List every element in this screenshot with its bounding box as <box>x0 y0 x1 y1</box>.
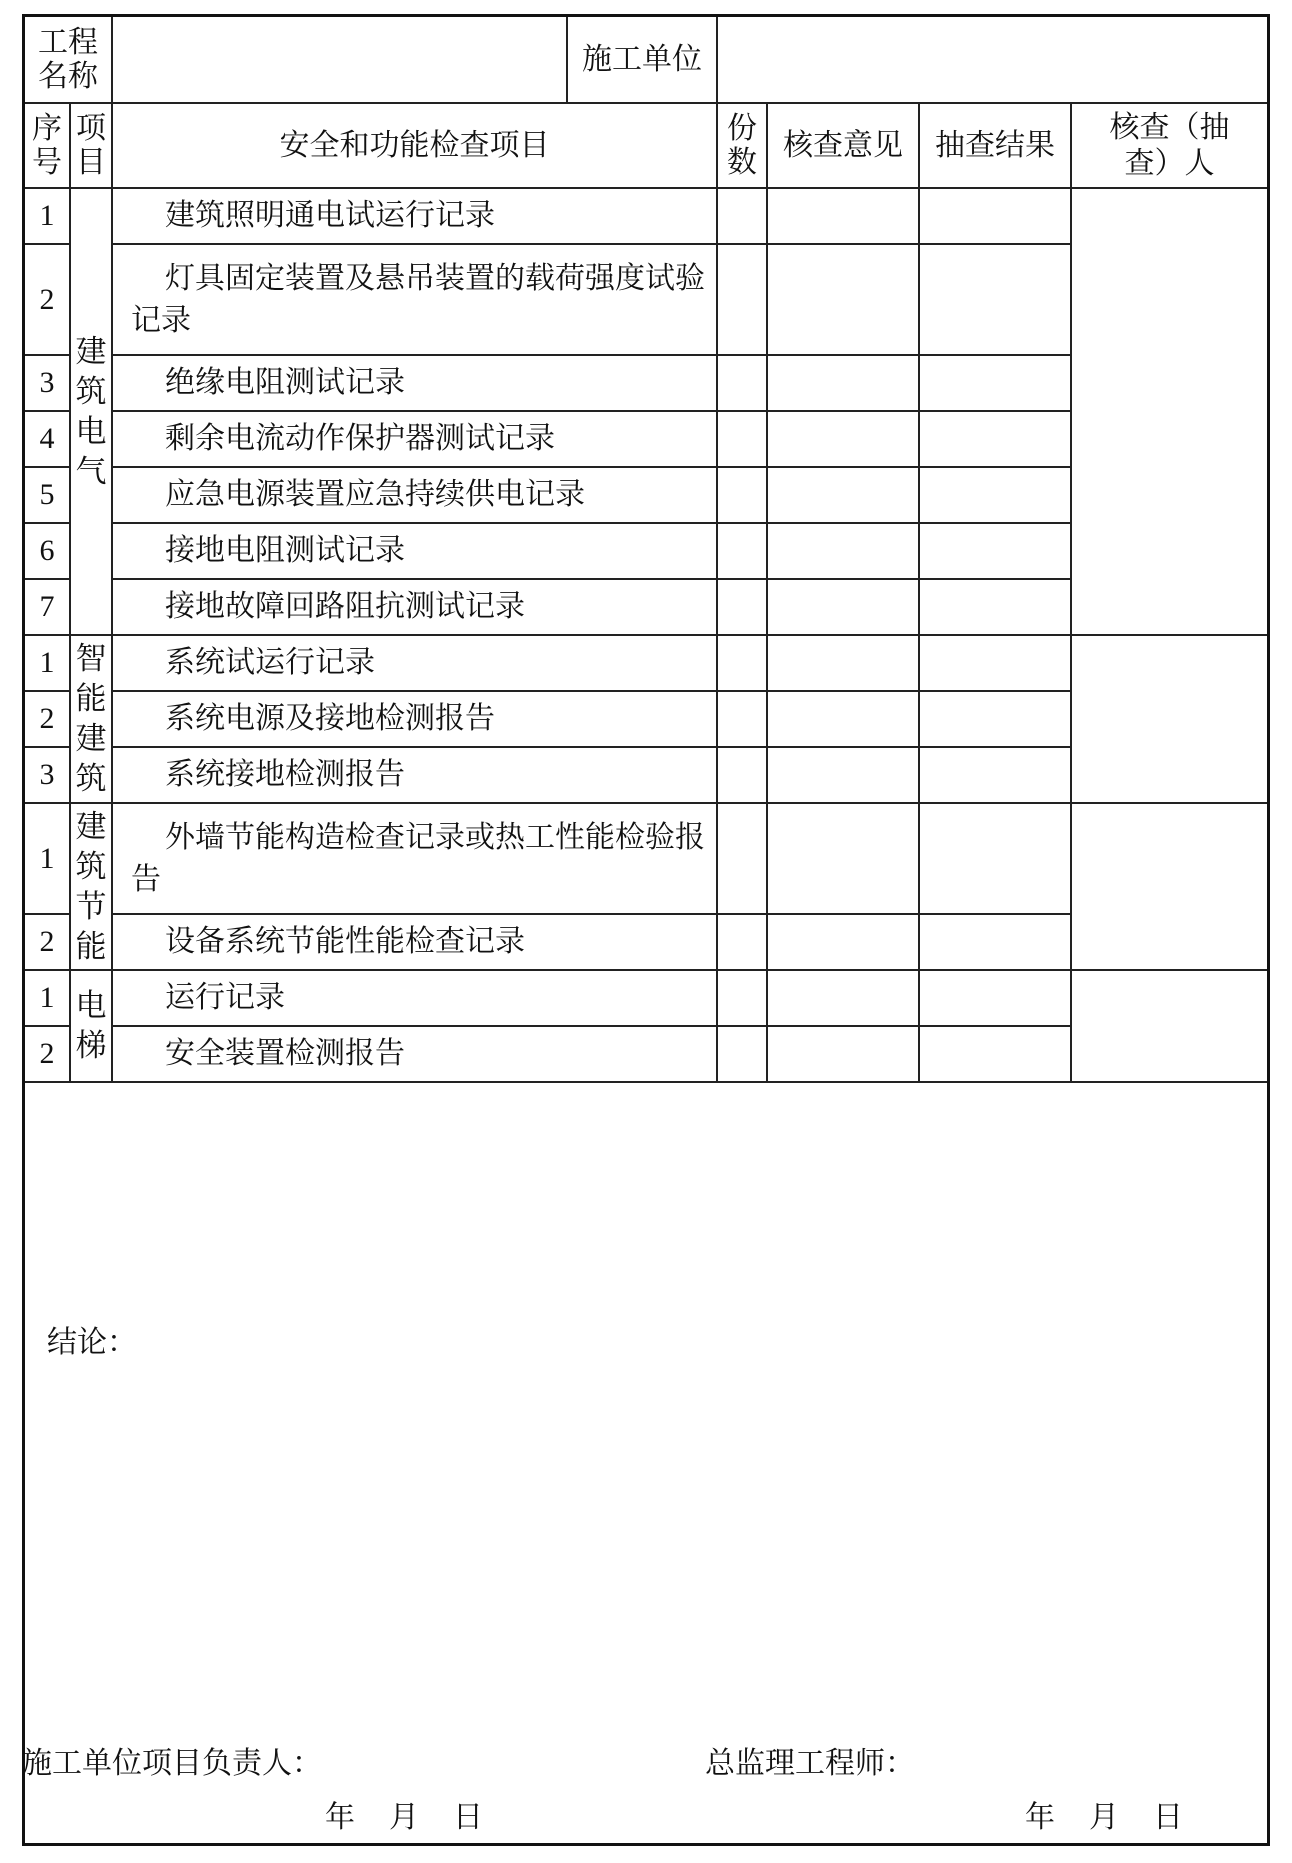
col-review-opinion-header: 核查意见 <box>767 103 919 188</box>
row-seq: 2 <box>25 914 70 970</box>
row-copies-cell[interactable] <box>717 803 767 914</box>
row-seq: 6 <box>25 523 70 579</box>
row-review-opinion-cell[interactable] <box>767 970 919 1026</box>
row-item-label: 接地故障回路阻抗测试记录 <box>165 589 525 624</box>
row-review-opinion-cell[interactable] <box>767 355 919 411</box>
category-char: 筑 <box>75 848 107 885</box>
row-review-opinion-cell[interactable] <box>767 523 919 579</box>
row-copies-cell[interactable] <box>717 579 767 635</box>
col-copies-header-line1: 份 <box>727 110 757 146</box>
col-item-header: 安全和功能检查项目 <box>112 103 717 188</box>
row-item-text <box>112 914 717 970</box>
row-review-opinion-cell[interactable] <box>767 188 919 244</box>
row-spot-check-cell[interactable] <box>919 467 1071 523</box>
col-category-header-line1: 项 <box>76 110 106 146</box>
row-review-opinion-cell[interactable] <box>767 411 919 467</box>
row-seq: 7 <box>25 579 70 635</box>
row-spot-check-cell[interactable] <box>919 1026 1071 1082</box>
row-item-label: 安全装置检测报告 <box>165 1036 405 1071</box>
inspection-table <box>25 17 1267 1083</box>
row-item-label: 系统电源及接地检测报告 <box>165 701 495 736</box>
row-spot-check-cell[interactable] <box>919 691 1071 747</box>
conclusion-label: 结论： <box>47 1325 137 1360</box>
row-review-opinion-cell[interactable] <box>767 914 919 970</box>
row-seq: 1 <box>25 803 70 914</box>
category-char: 建 <box>75 333 107 370</box>
project-name-label <box>25 17 112 103</box>
contractor-value[interactable] <box>717 17 1267 103</box>
row-item-label: 设备系统节能性能检查记录 <box>165 924 525 959</box>
row-spot-check-cell[interactable] <box>919 523 1071 579</box>
row-spot-check-cell[interactable] <box>919 411 1071 467</box>
category-char: 电 <box>75 413 107 450</box>
category-char: 筑 <box>75 373 107 410</box>
row-item-text <box>112 747 717 803</box>
row-seq: 5 <box>25 467 70 523</box>
category-char: 建 <box>75 808 107 845</box>
row-item-label: 应急电源装置应急持续供电记录 <box>165 477 585 512</box>
row-spot-check-cell[interactable] <box>919 188 1071 244</box>
row-copies-cell[interactable] <box>717 914 767 970</box>
row-spot-check-cell[interactable] <box>919 803 1071 914</box>
row-copies-cell[interactable] <box>717 1026 767 1082</box>
category-char: 能 <box>75 681 107 717</box>
row-item-text <box>112 1026 717 1082</box>
row-item-label: 系统试运行记录 <box>165 645 375 680</box>
row-item-text <box>112 467 717 523</box>
row-review-opinion-cell[interactable] <box>767 691 919 747</box>
col-seq-header-line1: 序 <box>32 110 62 146</box>
contractor-label: 施工单位 <box>567 17 717 103</box>
category-char: 气 <box>75 453 107 490</box>
row-checker-cell[interactable] <box>1071 188 1267 635</box>
row-spot-check-cell[interactable] <box>919 747 1071 803</box>
row-item-text <box>112 579 717 635</box>
row-seq: 1 <box>25 635 70 691</box>
table-row <box>25 635 1267 691</box>
project-name-value[interactable] <box>112 17 567 103</box>
row-spot-check-cell[interactable] <box>919 244 1071 355</box>
row-item-label: 接地电阻测试记录 <box>165 533 405 568</box>
row-seq: 1 <box>25 188 70 244</box>
row-checker-cell[interactable] <box>1071 970 1267 1082</box>
row-review-opinion-cell[interactable] <box>767 803 919 914</box>
row-item-text <box>112 691 717 747</box>
row-item-text <box>112 803 717 914</box>
row-item-label: 剩余电流动作保护器测试记录 <box>165 421 555 456</box>
row-review-opinion-cell[interactable] <box>767 244 919 355</box>
row-item-label: 运行记录 <box>165 980 285 1015</box>
row-copies-cell[interactable] <box>717 635 767 691</box>
row-item-text <box>112 970 717 1026</box>
row-category <box>70 635 112 803</box>
row-copies-cell[interactable] <box>717 355 767 411</box>
col-checker-header-line2: 查）人 <box>1124 145 1215 181</box>
row-item-label: 系统接地检测报告 <box>165 757 405 792</box>
row-checker-cell[interactable] <box>1071 803 1267 970</box>
contractor-date <box>325 1792 483 1836</box>
col-checker-header <box>1071 103 1267 188</box>
row-item-text <box>112 188 717 244</box>
row-copies-cell[interactable] <box>717 188 767 244</box>
col-checker-header-line1: 核查（抽 <box>1109 109 1230 145</box>
row-copies-cell[interactable] <box>717 970 767 1026</box>
row-item-label: 灯具固定装置及悬吊装置的载荷强度试验记录 <box>131 260 705 338</box>
category-char: 能 <box>75 928 107 965</box>
contractor-manager-label: 施工单位项目负责人： <box>22 1746 322 1781</box>
col-seq-header <box>25 103 70 188</box>
row-seq: 2 <box>25 244 70 355</box>
project-header-row <box>25 17 1267 103</box>
row-item-text <box>112 635 717 691</box>
date-year: 年 <box>325 1800 355 1835</box>
row-item-text <box>112 523 717 579</box>
row-item-text <box>112 355 717 411</box>
category-char: 节 <box>75 888 107 925</box>
row-checker-cell[interactable] <box>1071 635 1267 803</box>
row-spot-check-cell[interactable] <box>919 579 1071 635</box>
row-spot-check-cell[interactable] <box>919 970 1071 1026</box>
column-header-row <box>25 103 1267 188</box>
row-seq: 3 <box>25 355 70 411</box>
col-spot-check-result-header: 抽查结果 <box>919 103 1071 188</box>
category-char: 筑 <box>75 761 107 797</box>
row-seq: 2 <box>25 691 70 747</box>
row-copies-cell[interactable] <box>717 244 767 355</box>
row-item-text <box>112 411 717 467</box>
row-seq: 1 <box>25 970 70 1026</box>
date-year: 年 <box>1025 1800 1055 1835</box>
date-day: 日 <box>453 1800 483 1835</box>
table-row <box>25 803 1267 914</box>
row-copies-cell[interactable] <box>717 747 767 803</box>
row-review-opinion-cell[interactable] <box>767 579 919 635</box>
chief-supervisor-label: 总监理工程师： <box>705 1746 915 1781</box>
row-item-label: 建筑照明通电试运行记录 <box>165 198 495 233</box>
category-char: 建 <box>75 721 107 757</box>
row-item-text <box>112 244 717 355</box>
supervisor-date <box>1025 1792 1183 1836</box>
row-seq: 3 <box>25 747 70 803</box>
col-category-header-line2: 目 <box>76 144 106 180</box>
date-day: 日 <box>1153 1800 1183 1835</box>
row-review-opinion-cell[interactable] <box>767 467 919 523</box>
row-spot-check-cell[interactable] <box>919 635 1071 691</box>
row-copies-cell[interactable] <box>717 467 767 523</box>
row-item-label: 外墙节能构造检查记录或热工性能检验报告 <box>131 819 705 897</box>
inspection-form <box>22 14 1270 1846</box>
row-seq: 2 <box>25 1026 70 1082</box>
row-spot-check-cell[interactable] <box>919 355 1071 411</box>
col-seq-header-line2: 号 <box>32 144 62 180</box>
category-char: 智 <box>75 641 107 677</box>
col-copies-header <box>717 103 767 188</box>
table-row <box>25 188 1267 244</box>
row-review-opinion-cell[interactable] <box>767 747 919 803</box>
category-char: 电 <box>75 988 107 1024</box>
row-copies-cell[interactable] <box>717 691 767 747</box>
row-review-opinion-cell[interactable] <box>767 635 919 691</box>
col-category-header <box>70 103 112 188</box>
row-copies-cell[interactable] <box>717 411 767 467</box>
project-name-label-line1: 工程 <box>38 24 98 60</box>
row-seq: 4 <box>25 411 70 467</box>
row-category <box>70 188 112 635</box>
table-row <box>25 970 1267 1026</box>
row-category <box>70 803 112 970</box>
row-category <box>70 970 112 1082</box>
category-char: 梯 <box>75 1028 107 1064</box>
date-month: 月 <box>389 1800 419 1835</box>
col-copies-header-line2: 数 <box>727 144 757 180</box>
row-copies-cell[interactable] <box>717 523 767 579</box>
project-name-label-line2: 名称 <box>38 58 98 94</box>
row-review-opinion-cell[interactable] <box>767 1026 919 1082</box>
row-item-label: 绝缘电阻测试记录 <box>165 365 405 400</box>
date-month: 月 <box>1089 1800 1119 1835</box>
row-spot-check-cell[interactable] <box>919 914 1071 970</box>
